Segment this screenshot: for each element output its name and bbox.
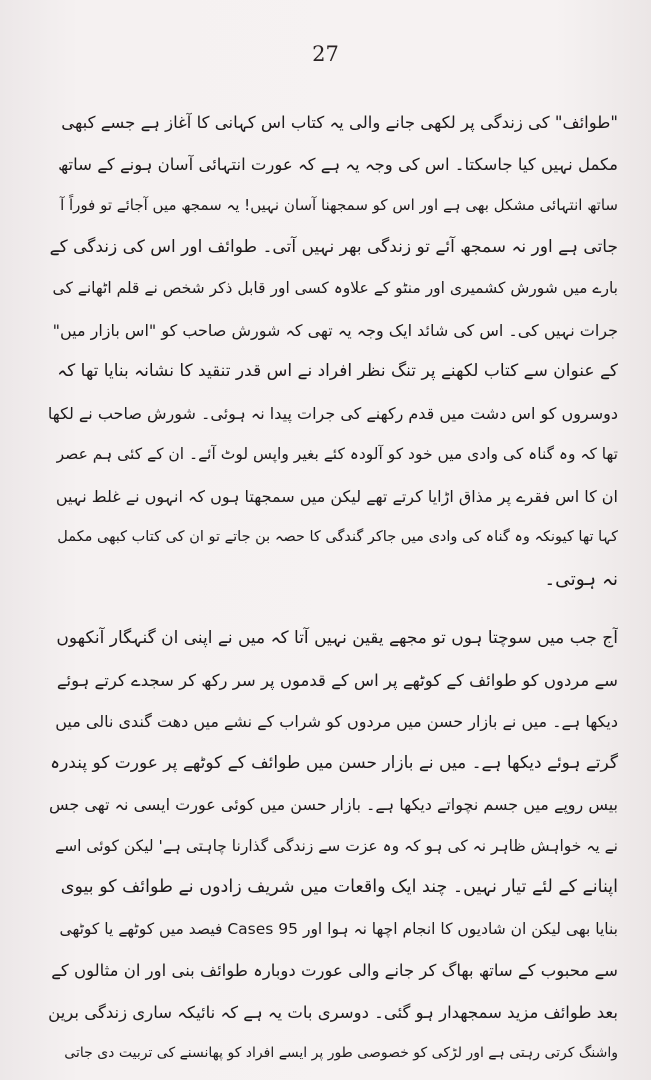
text-line: اپنانے کے لئے تیار نہیں۔ چند ایک واقعات میں شریف زادوں نے طوائف کو بیوی xyxy=(60,877,618,897)
paragraph xyxy=(46,618,618,1075)
paragraph xyxy=(46,102,618,600)
text-line: آج جب میں سوچتا ہوں تو مجھے یقین نہیں آتا کہ میں نے اپنی ان گنہگار آنکھوں xyxy=(56,628,618,648)
text-line: کہا تھا کیونکہ وہ گناہ کی وادی میں جاکر گندگی کا حصہ بن جاتے تو ان کی کتاب کبھی مکمل xyxy=(57,529,618,545)
text-line: گرتے ہوئے دیکھا ہے۔ میں نے بازار حسن میں طوائف کے کوٹھے پر عورت کو پندرہ xyxy=(50,752,618,773)
text-line: مکمل نہیں کیا جاسکتا۔ اس کی وجہ یہ ہے کہ عورت انتہائی آسان ہونے کے ساتھ xyxy=(58,154,618,174)
text-line: جرات نہیں کی۔ اس کی شائد ایک وجہ یہ تھی کہ شورش صاحب کو "اس بازار میں" xyxy=(52,320,618,340)
text-line: جاتی ہے اور نہ سمجھ آئے تو زندگی بھر نہیں آتی۔ طوائف اور اس کی زندگی کے xyxy=(49,236,618,257)
text-line: کے عنوان سے کتاب لکھنے پر تنگ نظر افراد نے اس قدر تنقید کا نشانہ بنایا تھا کہ xyxy=(57,361,618,381)
text-line: ان کا اس فقرے پر مذاق اڑایا کرتے تھے لیکن میں سمجھتا ہوں کہ انہوں نے غلط نہیں xyxy=(55,486,618,506)
text-line: بنایا بھی لیکن ان شادیوں کا انجام اچھا نہ ہوا اور Cases 95 فیصد میں کوٹھے یا کوٹھی xyxy=(59,919,618,938)
text-line: دیکھا ہے۔ میں نے بازار حسن میں مردوں کو شراب کے نشے میں دھت گندی نالی میں xyxy=(55,712,618,731)
text-line: تھا کہ وہ گناہ کی وادی میں خود کو آلودہ کئے بغیر واپس لوٹ آئے۔ ان کے کئی ہم عصر xyxy=(56,445,618,463)
paragraph-gap xyxy=(46,600,618,618)
text-line: واشنگ کرتی رہتی ہے اور لڑکی کو خصوصی طور پر ایسے افراد کو پھانسنے کی تربیت دی جاتی xyxy=(64,1045,618,1061)
text-line: سے محبوب کے ساتھ بھاگ کر جانے والی عورت دوبارہ طوائف بنی اور ان مثالوں کے xyxy=(51,961,618,980)
text-line: نہ ہوتی۔ xyxy=(544,568,618,590)
text-line: دوسروں کو اس دشت میں قدم رکھنے کی جرات پیدا نہ ہوئی۔ شورش صاحب نے لکھا xyxy=(47,403,618,423)
text-line: نے یہ خواہش ظاہر نہ کی ہو کہ وہ عزت سے زندگی گذارنا چاہتی ہے' لیکن کوئی اسے xyxy=(55,836,618,855)
text-line: بیس روپے میں جسم نچواتے دیکھا ہے۔ بازار حسن میں کوئی عورت ایسی نہ تھی جس xyxy=(49,795,618,814)
text-line: بارے میں شورش کشمیری اور منٹو کے علاوہ کسی اور قابل ذکر شخص نے قلم اٹھانے کی xyxy=(52,279,618,297)
text-line: "طوائف" کی زندگی پر لکھی جانے والی یہ کتاب اس کہانی کا آغاز ہے جسے کبھی xyxy=(61,113,618,132)
text-line: ساتھ انتہائی مشکل بھی ہے اور اس کو سمجھنا آسان نہیں! یہ سمجھ میں آجائے تو فوراً آ xyxy=(60,196,618,214)
body-text xyxy=(46,102,618,1075)
page-number: 27 xyxy=(312,42,339,66)
text-line: سے مردوں کو طوائف کے کوٹھے پر اس کے قدموں پر سر رکھ کر سجدے کرتے ہوئے xyxy=(56,670,618,690)
text-line: بعد طوائف مزید سمجھدار ہو گئی۔ دوسری بات یہ ہے کہ نائیکہ ساری زندگی برین xyxy=(48,1002,618,1022)
